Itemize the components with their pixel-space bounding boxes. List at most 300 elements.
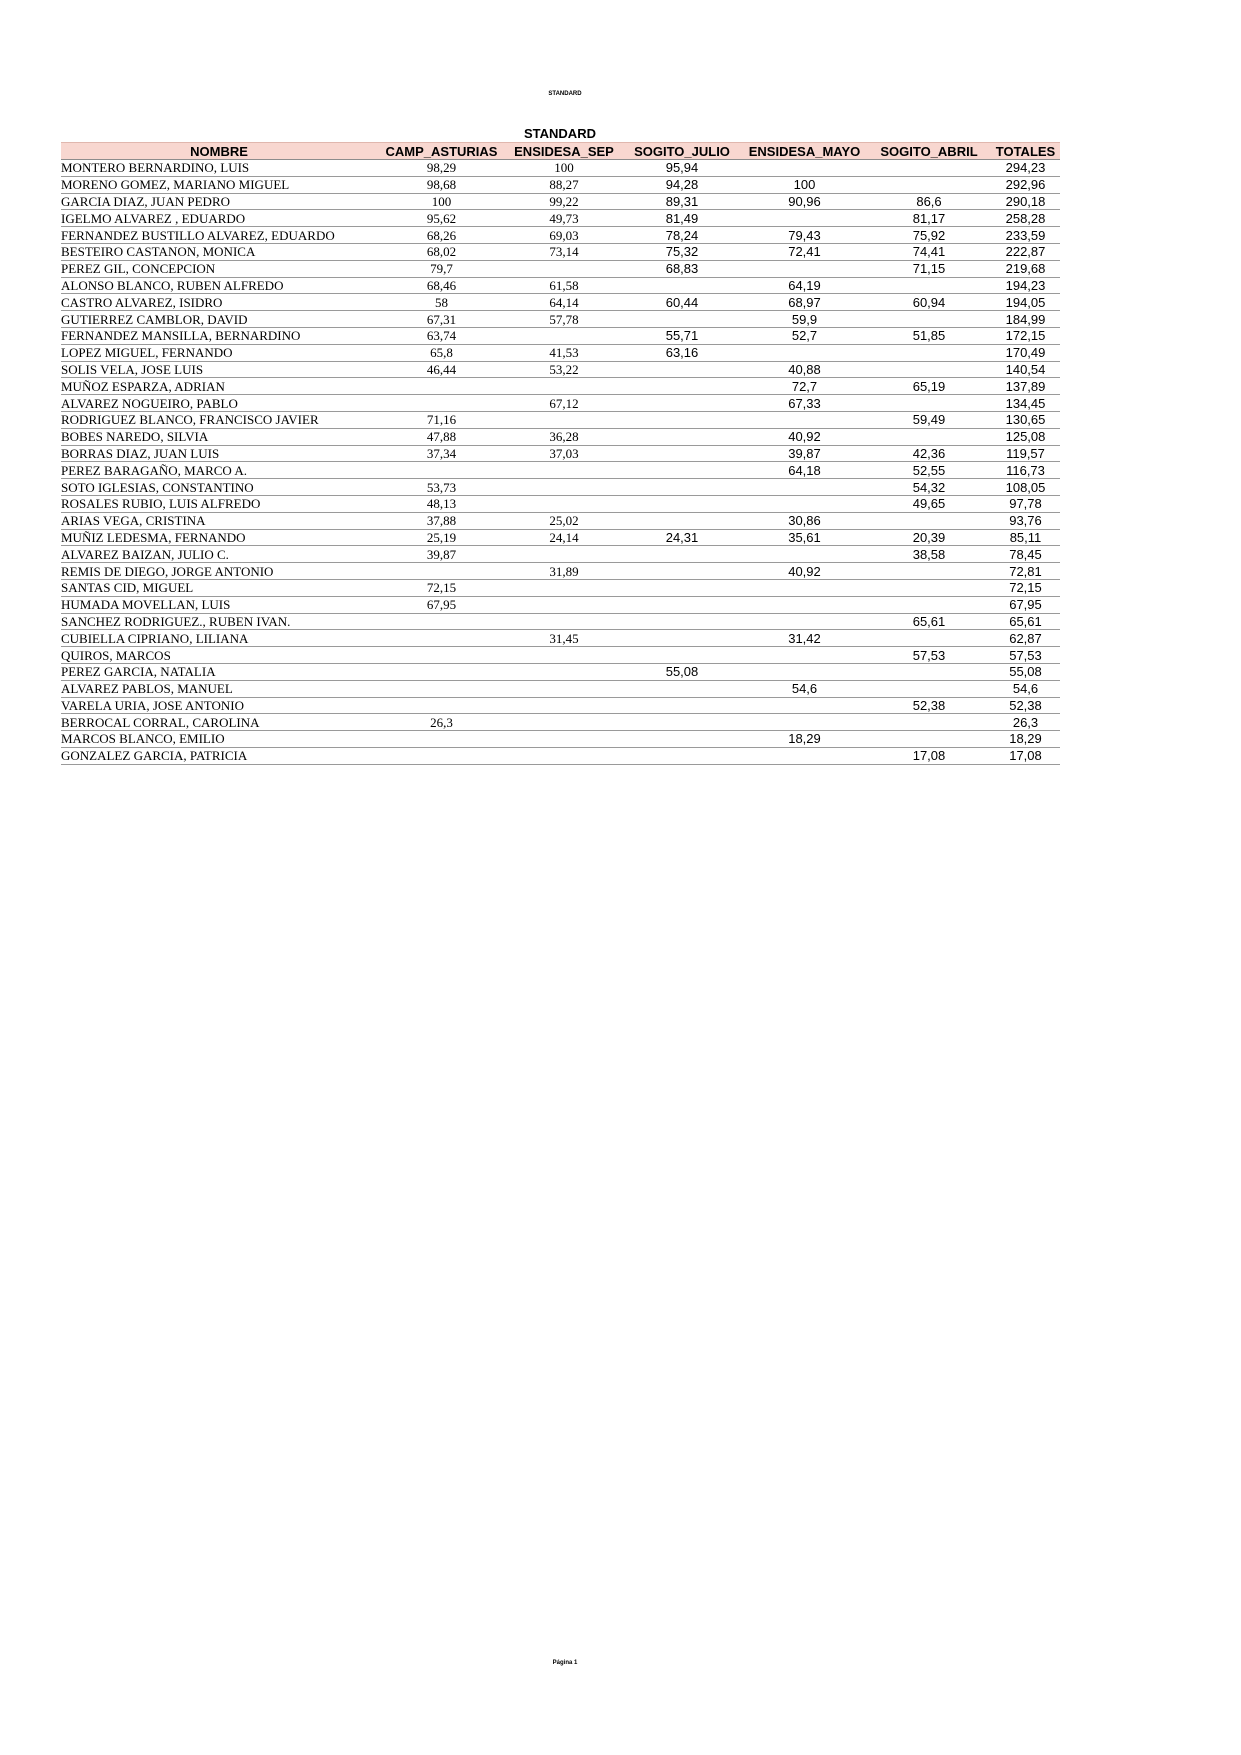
- column-header: ENSIDESA_SEP: [506, 143, 622, 160]
- sogito-julio-cell: 60,44: [622, 294, 742, 311]
- ensidesa-sep-cell: 88,27: [506, 176, 622, 193]
- sogito-abril-cell: 17,08: [867, 747, 991, 764]
- table-row: [61, 294, 1060, 311]
- ensidesa-mayo-cell: [742, 495, 867, 512]
- sogito-julio-cell: [622, 479, 742, 496]
- camp-asturias-cell: 37,88: [377, 512, 506, 529]
- name-cell: ROSALES RUBIO, LUIS ALFREDO: [61, 495, 377, 512]
- name-cell: QUIROS, MARCOS: [61, 647, 377, 664]
- name-cell: CUBIELLA CIPRIANO, LILIANA: [61, 630, 377, 647]
- ensidesa-mayo-cell: 79,43: [742, 227, 867, 244]
- ensidesa-sep-cell: [506, 378, 622, 395]
- camp-asturias-cell: 25,19: [377, 529, 506, 546]
- totales-cell: 233,59: [991, 227, 1060, 244]
- sogito-abril-cell: [867, 731, 991, 748]
- ensidesa-mayo-cell: 39,87: [742, 445, 867, 462]
- ensidesa-mayo-cell: [742, 479, 867, 496]
- table-row: [61, 327, 1060, 344]
- ensidesa-sep-cell: 57,78: [506, 311, 622, 328]
- name-cell: PEREZ BARAGAÑO, MARCO A.: [61, 462, 377, 479]
- ensidesa-sep-cell: 31,45: [506, 630, 622, 647]
- ensidesa-mayo-cell: [742, 596, 867, 613]
- sogito-abril-cell: 71,15: [867, 260, 991, 277]
- sogito-abril-cell: 54,32: [867, 479, 991, 496]
- totales-cell: 170,49: [991, 344, 1060, 361]
- sogito-julio-cell: [622, 563, 742, 580]
- ensidesa-sep-cell: 53,22: [506, 361, 622, 378]
- table-row: [61, 227, 1060, 244]
- ensidesa-mayo-cell: 59,9: [742, 311, 867, 328]
- ensidesa-mayo-cell: 90,96: [742, 193, 867, 210]
- column-header: SOGITO_ABRIL: [867, 143, 991, 160]
- totales-cell: 172,15: [991, 327, 1060, 344]
- name-cell: REMIS DE DIEGO, JORGE ANTONIO: [61, 563, 377, 580]
- table-row: [61, 243, 1060, 260]
- totales-cell: 125,08: [991, 428, 1060, 445]
- name-cell: FERNANDEZ BUSTILLO ALVAREZ, EDUARDO: [61, 227, 377, 244]
- ensidesa-sep-cell: 49,73: [506, 210, 622, 227]
- name-cell: BERROCAL CORRAL, CAROLINA: [61, 714, 377, 731]
- column-header: ENSIDESA_MAYO: [742, 143, 867, 160]
- sogito-julio-cell: [622, 445, 742, 462]
- table-row: [61, 529, 1060, 546]
- name-cell: SOLIS VELA, JOSE LUIS: [61, 361, 377, 378]
- camp-asturias-cell: 37,34: [377, 445, 506, 462]
- camp-asturias-cell: [377, 563, 506, 580]
- ensidesa-sep-cell: 69,03: [506, 227, 622, 244]
- ensidesa-mayo-cell: 54,6: [742, 680, 867, 697]
- name-cell: HUMADA MOVELLAN, LUIS: [61, 596, 377, 613]
- totales-cell: 294,23: [991, 160, 1060, 177]
- table-row: [61, 210, 1060, 227]
- ensidesa-sep-cell: 100: [506, 160, 622, 177]
- column-header: NOMBRE: [61, 143, 377, 160]
- name-cell: GARCIA DIAZ, JUAN PEDRO: [61, 193, 377, 210]
- name-cell: GONZALEZ GARCIA, PATRICIA: [61, 747, 377, 764]
- name-cell: RODRIGUEZ BLANCO, FRANCISCO JAVIER: [61, 411, 377, 428]
- column-header: SOGITO_JULIO: [622, 143, 742, 160]
- ensidesa-sep-cell: 67,12: [506, 395, 622, 412]
- table-row: [61, 596, 1060, 613]
- sogito-julio-cell: [622, 378, 742, 395]
- ensidesa-sep-cell: [506, 747, 622, 764]
- sogito-abril-cell: 57,53: [867, 647, 991, 664]
- table-row: [61, 462, 1060, 479]
- ensidesa-mayo-cell: 67,33: [742, 395, 867, 412]
- camp-asturias-cell: [377, 747, 506, 764]
- totales-cell: 130,65: [991, 411, 1060, 428]
- name-cell: MARCOS BLANCO, EMILIO: [61, 731, 377, 748]
- sogito-julio-cell: 55,71: [622, 327, 742, 344]
- scores-table: [61, 142, 1060, 765]
- table-row: [61, 630, 1060, 647]
- ensidesa-mayo-cell: 18,29: [742, 731, 867, 748]
- totales-cell: 57,53: [991, 647, 1060, 664]
- totales-cell: 194,05: [991, 294, 1060, 311]
- totales-cell: 97,78: [991, 495, 1060, 512]
- totales-cell: 292,96: [991, 176, 1060, 193]
- sogito-abril-cell: [867, 344, 991, 361]
- totales-cell: 54,6: [991, 680, 1060, 697]
- ensidesa-sep-cell: [506, 579, 622, 596]
- camp-asturias-cell: 72,15: [377, 579, 506, 596]
- name-cell: LOPEZ MIGUEL, FERNANDO: [61, 344, 377, 361]
- ensidesa-sep-cell: 24,14: [506, 529, 622, 546]
- sogito-abril-cell: 49,65: [867, 495, 991, 512]
- totales-cell: 184,99: [991, 311, 1060, 328]
- ensidesa-sep-cell: [506, 680, 622, 697]
- ensidesa-sep-cell: [506, 546, 622, 563]
- totales-cell: 62,87: [991, 630, 1060, 647]
- ensidesa-mayo-cell: [742, 714, 867, 731]
- table-row: [61, 395, 1060, 412]
- ensidesa-mayo-cell: [742, 647, 867, 664]
- name-cell: ALVAREZ PABLOS, MANUEL: [61, 680, 377, 697]
- name-cell: SANCHEZ RODRIGUEZ., RUBEN IVAN.: [61, 613, 377, 630]
- totales-cell: 258,28: [991, 210, 1060, 227]
- sogito-abril-cell: 75,92: [867, 227, 991, 244]
- ensidesa-sep-cell: [506, 462, 622, 479]
- page-footer: Página 1: [552, 1660, 578, 1666]
- ensidesa-mayo-cell: 30,86: [742, 512, 867, 529]
- totales-cell: 72,81: [991, 563, 1060, 580]
- camp-asturias-cell: 68,46: [377, 277, 506, 294]
- ensidesa-sep-cell: [506, 327, 622, 344]
- totales-cell: 108,05: [991, 479, 1060, 496]
- sogito-abril-cell: [867, 311, 991, 328]
- sogito-julio-cell: 95,94: [622, 160, 742, 177]
- sogito-abril-cell: [867, 596, 991, 613]
- ensidesa-mayo-cell: 64,19: [742, 277, 867, 294]
- ensidesa-mayo-cell: 64,18: [742, 462, 867, 479]
- camp-asturias-cell: 71,16: [377, 411, 506, 428]
- table-row: [61, 445, 1060, 462]
- sogito-abril-cell: [867, 277, 991, 294]
- table-body: [61, 160, 1060, 765]
- sogito-julio-cell: [622, 714, 742, 731]
- sogito-abril-cell: [867, 428, 991, 445]
- ensidesa-sep-cell: [506, 479, 622, 496]
- sogito-julio-cell: [622, 311, 742, 328]
- name-cell: BOBES NAREDO, SILVIA: [61, 428, 377, 445]
- name-cell: ALONSO BLANCO, RUBEN ALFREDO: [61, 277, 377, 294]
- sogito-julio-cell: [622, 361, 742, 378]
- totales-cell: 17,08: [991, 747, 1060, 764]
- camp-asturias-cell: [377, 663, 506, 680]
- name-cell: VARELA URIA, JOSE ANTONIO: [61, 697, 377, 714]
- table-row: [61, 714, 1060, 731]
- totales-cell: 78,45: [991, 546, 1060, 563]
- ensidesa-mayo-cell: 40,88: [742, 361, 867, 378]
- sogito-julio-cell: [622, 647, 742, 664]
- table-title: STANDARD: [524, 126, 596, 141]
- ensidesa-mayo-cell: [742, 663, 867, 680]
- sogito-julio-cell: [622, 411, 742, 428]
- sogito-julio-cell: [622, 462, 742, 479]
- totales-cell: 290,18: [991, 193, 1060, 210]
- table-row: [61, 160, 1060, 177]
- sogito-abril-cell: 51,85: [867, 327, 991, 344]
- sogito-julio-cell: 89,31: [622, 193, 742, 210]
- sogito-julio-cell: [622, 546, 742, 563]
- ensidesa-mayo-cell: [742, 260, 867, 277]
- name-cell: BESTEIRO CASTANON, MONICA: [61, 243, 377, 260]
- table-row: [61, 563, 1060, 580]
- sogito-abril-cell: 86,6: [867, 193, 991, 210]
- sogito-julio-cell: [622, 680, 742, 697]
- sogito-abril-cell: [867, 630, 991, 647]
- camp-asturias-cell: 95,62: [377, 210, 506, 227]
- sogito-abril-cell: 65,19: [867, 378, 991, 395]
- name-cell: MUÑIZ LEDESMA, FERNANDO: [61, 529, 377, 546]
- ensidesa-sep-cell: [506, 731, 622, 748]
- totales-cell: 219,68: [991, 260, 1060, 277]
- sogito-julio-cell: [622, 428, 742, 445]
- table-row: [61, 193, 1060, 210]
- table-row: [61, 680, 1060, 697]
- camp-asturias-cell: [377, 680, 506, 697]
- ensidesa-mayo-cell: 40,92: [742, 428, 867, 445]
- sogito-julio-cell: 81,49: [622, 210, 742, 227]
- totales-cell: 85,11: [991, 529, 1060, 546]
- name-cell: FERNANDEZ MANSILLA, BERNARDINO: [61, 327, 377, 344]
- totales-cell: 65,61: [991, 613, 1060, 630]
- table-row: [61, 344, 1060, 361]
- name-cell: SANTAS CID, MIGUEL: [61, 579, 377, 596]
- sogito-julio-cell: [622, 277, 742, 294]
- table-row: [61, 495, 1060, 512]
- ensidesa-mayo-cell: [742, 546, 867, 563]
- sogito-abril-cell: [867, 714, 991, 731]
- sogito-julio-cell: [622, 596, 742, 613]
- name-cell: SOTO IGLESIAS, CONSTANTINO: [61, 479, 377, 496]
- sogito-julio-cell: [622, 613, 742, 630]
- sogito-abril-cell: 60,94: [867, 294, 991, 311]
- ensidesa-sep-cell: [506, 647, 622, 664]
- table-row: [61, 579, 1060, 596]
- sogito-julio-cell: 94,28: [622, 176, 742, 193]
- ensidesa-mayo-cell: 40,92: [742, 563, 867, 580]
- name-cell: ALVAREZ BAIZAN, JULIO C.: [61, 546, 377, 563]
- camp-asturias-cell: 98,29: [377, 160, 506, 177]
- camp-asturias-cell: [377, 697, 506, 714]
- sogito-abril-cell: 52,55: [867, 462, 991, 479]
- table-row: [61, 378, 1060, 395]
- sogito-julio-cell: [622, 731, 742, 748]
- ensidesa-mayo-cell: [742, 210, 867, 227]
- table-row: [61, 176, 1060, 193]
- totales-cell: 52,38: [991, 697, 1060, 714]
- ensidesa-sep-cell: 73,14: [506, 243, 622, 260]
- ensidesa-mayo-cell: [742, 344, 867, 361]
- ensidesa-sep-cell: [506, 411, 622, 428]
- page-header: STANDARD: [548, 91, 582, 97]
- sogito-abril-cell: [867, 160, 991, 177]
- table-row: [61, 260, 1060, 277]
- name-cell: MUÑOZ ESPARZA, ADRIAN: [61, 378, 377, 395]
- sogito-julio-cell: 24,31: [622, 529, 742, 546]
- ensidesa-sep-cell: 41,53: [506, 344, 622, 361]
- name-cell: CASTRO ALVAREZ, ISIDRO: [61, 294, 377, 311]
- sogito-abril-cell: 65,61: [867, 613, 991, 630]
- sogito-abril-cell: 52,38: [867, 697, 991, 714]
- sogito-abril-cell: [867, 395, 991, 412]
- table-row: [61, 747, 1060, 764]
- sogito-julio-cell: [622, 495, 742, 512]
- ensidesa-mayo-cell: [742, 411, 867, 428]
- totales-cell: 194,23: [991, 277, 1060, 294]
- totales-cell: 222,87: [991, 243, 1060, 260]
- camp-asturias-cell: [377, 613, 506, 630]
- table-row: [61, 647, 1060, 664]
- name-cell: ARIAS VEGA, CRISTINA: [61, 512, 377, 529]
- camp-asturias-cell: 98,68: [377, 176, 506, 193]
- sogito-abril-cell: [867, 563, 991, 580]
- ensidesa-sep-cell: [506, 714, 622, 731]
- ensidesa-sep-cell: 37,03: [506, 445, 622, 462]
- totales-cell: 134,45: [991, 395, 1060, 412]
- sogito-julio-cell: [622, 630, 742, 647]
- table-row: [61, 428, 1060, 445]
- camp-asturias-cell: [377, 647, 506, 664]
- totales-cell: 93,76: [991, 512, 1060, 529]
- name-cell: MONTERO BERNARDINO, LUIS: [61, 160, 377, 177]
- sogito-abril-cell: [867, 663, 991, 680]
- camp-asturias-cell: [377, 378, 506, 395]
- camp-asturias-cell: [377, 462, 506, 479]
- totales-cell: 137,89: [991, 378, 1060, 395]
- sogito-abril-cell: 38,58: [867, 546, 991, 563]
- table-row: [61, 697, 1060, 714]
- ensidesa-mayo-cell: 31,42: [742, 630, 867, 647]
- table-row: [61, 546, 1060, 563]
- table-row: [61, 361, 1060, 378]
- ensidesa-mayo-cell: [742, 579, 867, 596]
- column-header: TOTALES: [991, 143, 1060, 160]
- table-row: [61, 411, 1060, 428]
- totales-cell: 55,08: [991, 663, 1060, 680]
- ensidesa-sep-cell: 61,58: [506, 277, 622, 294]
- column-header: CAMP_ASTURIAS: [377, 143, 506, 160]
- sogito-julio-cell: 75,32: [622, 243, 742, 260]
- sogito-julio-cell: 63,16: [622, 344, 742, 361]
- camp-asturias-cell: [377, 731, 506, 748]
- ensidesa-sep-cell: 99,22: [506, 193, 622, 210]
- camp-asturias-cell: 26,3: [377, 714, 506, 731]
- sogito-julio-cell: [622, 697, 742, 714]
- name-cell: MORENO GOMEZ, MARIANO MIGUEL: [61, 176, 377, 193]
- ensidesa-mayo-cell: 72,41: [742, 243, 867, 260]
- name-cell: PEREZ GARCIA, NATALIA: [61, 663, 377, 680]
- name-cell: ALVAREZ NOGUEIRO, PABLO: [61, 395, 377, 412]
- totales-cell: 119,57: [991, 445, 1060, 462]
- camp-asturias-cell: 58: [377, 294, 506, 311]
- ensidesa-sep-cell: [506, 495, 622, 512]
- ensidesa-sep-cell: 64,14: [506, 294, 622, 311]
- ensidesa-mayo-cell: [742, 613, 867, 630]
- ensidesa-sep-cell: [506, 596, 622, 613]
- sogito-abril-cell: [867, 176, 991, 193]
- camp-asturias-cell: 68,02: [377, 243, 506, 260]
- totales-cell: 116,73: [991, 462, 1060, 479]
- table-row: [61, 512, 1060, 529]
- camp-asturias-cell: [377, 395, 506, 412]
- ensidesa-mayo-cell: [742, 160, 867, 177]
- camp-asturias-cell: 48,13: [377, 495, 506, 512]
- ensidesa-sep-cell: [506, 260, 622, 277]
- totales-cell: 67,95: [991, 596, 1060, 613]
- sogito-abril-cell: [867, 579, 991, 596]
- sogito-abril-cell: 81,17: [867, 210, 991, 227]
- camp-asturias-cell: 67,31: [377, 311, 506, 328]
- camp-asturias-cell: [377, 630, 506, 647]
- ensidesa-sep-cell: 31,89: [506, 563, 622, 580]
- ensidesa-mayo-cell: 35,61: [742, 529, 867, 546]
- ensidesa-mayo-cell: [742, 697, 867, 714]
- camp-asturias-cell: 39,87: [377, 546, 506, 563]
- ensidesa-mayo-cell: [742, 747, 867, 764]
- totales-cell: 72,15: [991, 579, 1060, 596]
- table-row: [61, 311, 1060, 328]
- totales-cell: 18,29: [991, 731, 1060, 748]
- sogito-julio-cell: [622, 747, 742, 764]
- sogito-abril-cell: 20,39: [867, 529, 991, 546]
- camp-asturias-cell: 63,74: [377, 327, 506, 344]
- header-row: [61, 143, 1060, 160]
- name-cell: PEREZ GIL, CONCEPCION: [61, 260, 377, 277]
- totales-cell: 26,3: [991, 714, 1060, 731]
- camp-asturias-cell: 46,44: [377, 361, 506, 378]
- ensidesa-sep-cell: 25,02: [506, 512, 622, 529]
- camp-asturias-cell: 68,26: [377, 227, 506, 244]
- name-cell: IGELMO ALVAREZ , EDUARDO: [61, 210, 377, 227]
- name-cell: GUTIERREZ CAMBLOR, DAVID: [61, 311, 377, 328]
- ensidesa-mayo-cell: 52,7: [742, 327, 867, 344]
- ensidesa-mayo-cell: 100: [742, 176, 867, 193]
- name-cell: BORRAS DIAZ, JUAN LUIS: [61, 445, 377, 462]
- ensidesa-sep-cell: [506, 697, 622, 714]
- sogito-julio-cell: 68,83: [622, 260, 742, 277]
- camp-asturias-cell: 79,7: [377, 260, 506, 277]
- table-row: [61, 479, 1060, 496]
- camp-asturias-cell: 67,95: [377, 596, 506, 613]
- ensidesa-sep-cell: 36,28: [506, 428, 622, 445]
- sogito-abril-cell: [867, 361, 991, 378]
- camp-asturias-cell: 65,8: [377, 344, 506, 361]
- table-row: [61, 613, 1060, 630]
- camp-asturias-cell: 47,88: [377, 428, 506, 445]
- sogito-julio-cell: [622, 579, 742, 596]
- camp-asturias-cell: 100: [377, 193, 506, 210]
- sogito-abril-cell: 59,49: [867, 411, 991, 428]
- sogito-julio-cell: [622, 512, 742, 529]
- table-row: [61, 731, 1060, 748]
- sogito-abril-cell: 74,41: [867, 243, 991, 260]
- sogito-julio-cell: [622, 395, 742, 412]
- sogito-abril-cell: 42,36: [867, 445, 991, 462]
- ensidesa-sep-cell: [506, 613, 622, 630]
- totales-cell: 140,54: [991, 361, 1060, 378]
- camp-asturias-cell: 53,73: [377, 479, 506, 496]
- sogito-julio-cell: 55,08: [622, 663, 742, 680]
- sogito-abril-cell: [867, 512, 991, 529]
- sogito-julio-cell: 78,24: [622, 227, 742, 244]
- ensidesa-sep-cell: [506, 663, 622, 680]
- table-row: [61, 277, 1060, 294]
- ensidesa-mayo-cell: 68,97: [742, 294, 867, 311]
- ensidesa-mayo-cell: 72,7: [742, 378, 867, 395]
- sogito-abril-cell: [867, 680, 991, 697]
